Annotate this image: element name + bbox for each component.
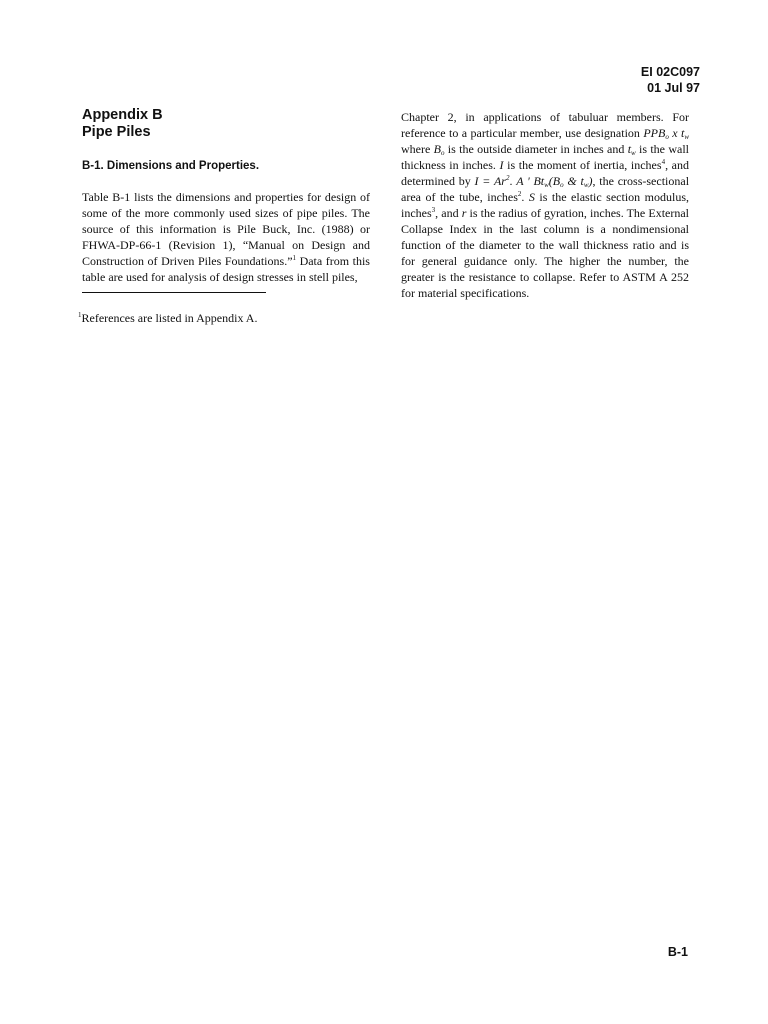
formula-text: ) <box>588 174 593 188</box>
inertia-symbol: I <box>499 158 504 172</box>
document-header <box>641 64 700 96</box>
designation-text: PPB <box>643 126 666 140</box>
document-date: 01 Jul 97 <box>647 81 700 95</box>
formula-subscript: w <box>544 181 549 189</box>
wall-thickness-symbol <box>628 142 636 156</box>
outside-diameter-symbol <box>434 142 445 156</box>
text-run: is the moment of inertia, inches <box>503 158 662 172</box>
formula-subscript: o <box>560 181 564 189</box>
footnote-divider <box>82 292 266 293</box>
superscript: 4 <box>661 158 666 166</box>
footnote <box>78 310 257 326</box>
designation-subscript: w <box>684 133 689 141</box>
formula-text: A ' Bt <box>516 174 545 188</box>
text-run: is the outside diameter in inches and <box>444 142 628 156</box>
designation-subscript: o <box>665 133 669 141</box>
superscript: 2 <box>517 190 522 198</box>
right-column <box>401 109 689 301</box>
section-heading: B-1. Dimensions and Properties. <box>82 160 260 172</box>
formula-text: & t <box>563 174 584 188</box>
symbol-subscript: w <box>631 149 636 157</box>
intro-text-part2: Data from this table are used for analysis of design stresses in stell piles, <box>82 254 370 284</box>
appendix-heading <box>82 107 370 140</box>
document-id: EI 02C097 <box>640 65 700 79</box>
intro-paragraph <box>82 189 370 285</box>
left-column <box>82 107 370 285</box>
radius-symbol: r <box>461 206 467 220</box>
appendix-title: Pipe Piles <box>82 123 151 140</box>
text-run: where <box>401 142 434 156</box>
superscript: 3 <box>431 206 436 214</box>
continuation-paragraph <box>401 109 689 301</box>
designation-formula <box>643 126 689 140</box>
text-run: . <box>509 174 517 188</box>
symbol-text: B <box>433 142 441 156</box>
intro-text-part1: Table B-1 lists the dimensions and properties for design of some of the more commonly used sizes of pipe piles. The source of this information is Pile Buck, Inc. (1988) or FHWA-DP-66-1 (Revision 1), “Manual on Design and Construction of Driven Piles Foundations.” <box>82 190 370 268</box>
appendix-label: Appendix B <box>82 107 163 123</box>
text-run: Chapter 2, in applications of tabuluar members. For reference to a particular member, use designation <box>401 110 689 140</box>
formula-text: (B <box>548 174 561 188</box>
formula-subscript: w <box>583 181 589 189</box>
footnote-reference: 1 <box>292 254 297 262</box>
area-formula <box>516 174 592 188</box>
text-run: . <box>521 190 529 204</box>
text-run: , and <box>435 206 462 220</box>
text-run: , and determined by <box>401 158 690 188</box>
text-run: , the cross-sectional area of the tube, inches <box>401 174 690 204</box>
formula-superscript: 2 <box>505 174 510 182</box>
designation-text: x t <box>668 126 685 140</box>
footnote-marker: 1 <box>78 311 82 319</box>
symbol-text: t <box>627 142 632 156</box>
footnote-text: References are listed in Appendix A. <box>81 311 258 325</box>
text-run: is the elastic section modulus, inches <box>401 190 689 220</box>
text-run: is the wall thickness in inches. <box>401 142 689 172</box>
inertia-formula <box>475 174 510 188</box>
formula-text: I = Ar <box>474 174 506 188</box>
symbol-subscript: o <box>440 149 445 157</box>
section-modulus-symbol: S <box>528 190 535 204</box>
page-number: B-1 <box>667 945 688 959</box>
text-run: is the radius of gyration, inches. The External Collapse Index in the last column is a nondimensional function of the diameter to the wall thickness ratio and is for general guidance only. The higher the number, the greater is the resistance to collapse. Refer to ASTM A 252 for material specifications. <box>401 206 690 300</box>
